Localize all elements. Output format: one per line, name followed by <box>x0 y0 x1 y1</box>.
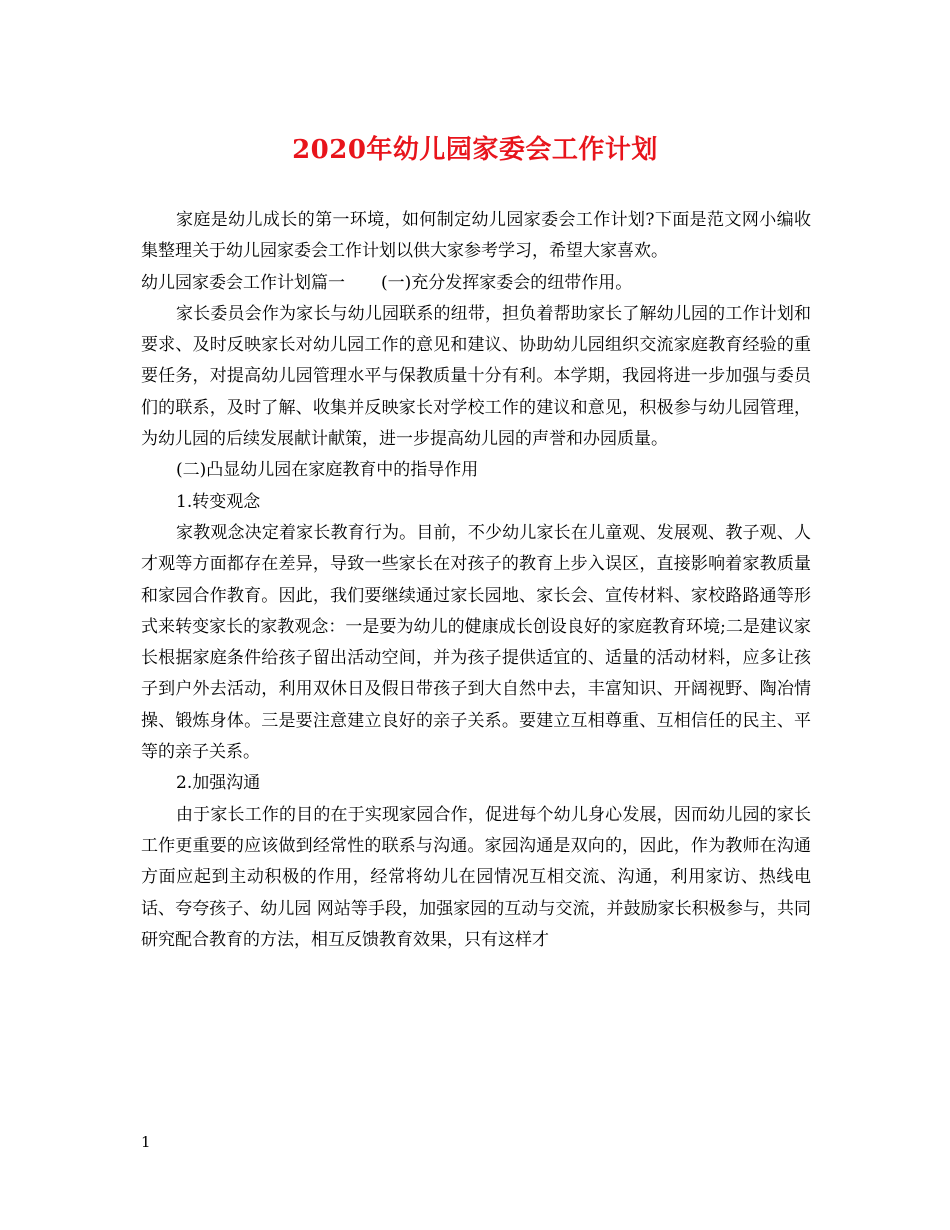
subsection-heading-two: (二)凸显幼儿园在家庭教育中的指导作用 <box>176 460 479 481</box>
paragraph-concept: 家教观念决定着家长教育行为。目前，不少幼儿家长在儿童观、发展观、教子观、人才观等方面都存在差异，导致一些家长在对孩子的教育上步入误区，直接影响着家教质量和家园合作教育。因此，我们要继续通过家长园地、家长会、宣传材料、家校路路通等形式来转变家长的家教观念：一是要为幼儿的健康成长创设良好的家庭教育环境;二是建议家长根据家庭条件给孩子留出活动空间，并为孩子提供适宜的、适量的活动材料，应多让孩子到户外去活动，利用双休日及假日带孩子到大自然中去，丰富知识、开阔视野、陶冶情操、锻炼身体。三是要注意建立良好的亲子关系。要建立互相尊重、互相信任的民主、平等的亲子关系。 <box>141 522 811 763</box>
page-number: 1 <box>141 1133 151 1151</box>
item-heading-two: 2.加强沟通 <box>176 773 261 794</box>
paragraph-section-heading <box>141 268 811 299</box>
paragraph-intro: 家庭是幼儿成长的第一环境，如何制定幼儿园家委会工作计划?下面是范文网小编收集整理关于幼儿园家委会工作计划以供大家参考学习，希望大家喜欢。 <box>141 210 811 262</box>
item-heading-one: 1.转变观念 <box>176 491 261 512</box>
document-title: 2020年幼儿园家委会工作计划 <box>292 135 658 165</box>
paragraph-committee: 家长委员会作为家长与幼儿园联系的纽带，担负着帮助家长了解幼儿园的工作计划和要求、及时反映家长对幼儿园工作的意见和建议、协助幼儿园组织交流家庭教育经验的重要任务，对提高幼儿园管理水平与保教质量十分有利。本学期，我园将进一步加强与委员们的联系，及时了解、收集并反映家长对学校工作的建议和意见，积极参与幼儿园管理，为幼儿园的后续发展献计献策，进一步提高幼儿园的声誉和办园质量。 <box>141 303 811 450</box>
document-body <box>141 205 811 956</box>
subsection-heading: (一)充分发挥家委会的纽带作用。 <box>381 272 633 293</box>
section-label: 幼儿园家委会工作计划篇一 <box>141 272 345 293</box>
paragraph-communication: 由于家长工作的目的在于实现家园合作，促进每个幼儿身心发展，因而幼儿园的家长工作更重要的应该做到经常性的联系与沟通。家园沟通是双向的，因此，作为教师在沟通方面应起到主动积极的作用，经常将幼儿在园情况互相交流、沟通，利用家访、热线电话、夸夸孩子、幼儿园 网站等手段，加强家园的互动与交流，并鼓励家长积极参与，共同研究配合教育的方法，相互反馈教育效果，只有这样才 <box>141 804 811 950</box>
